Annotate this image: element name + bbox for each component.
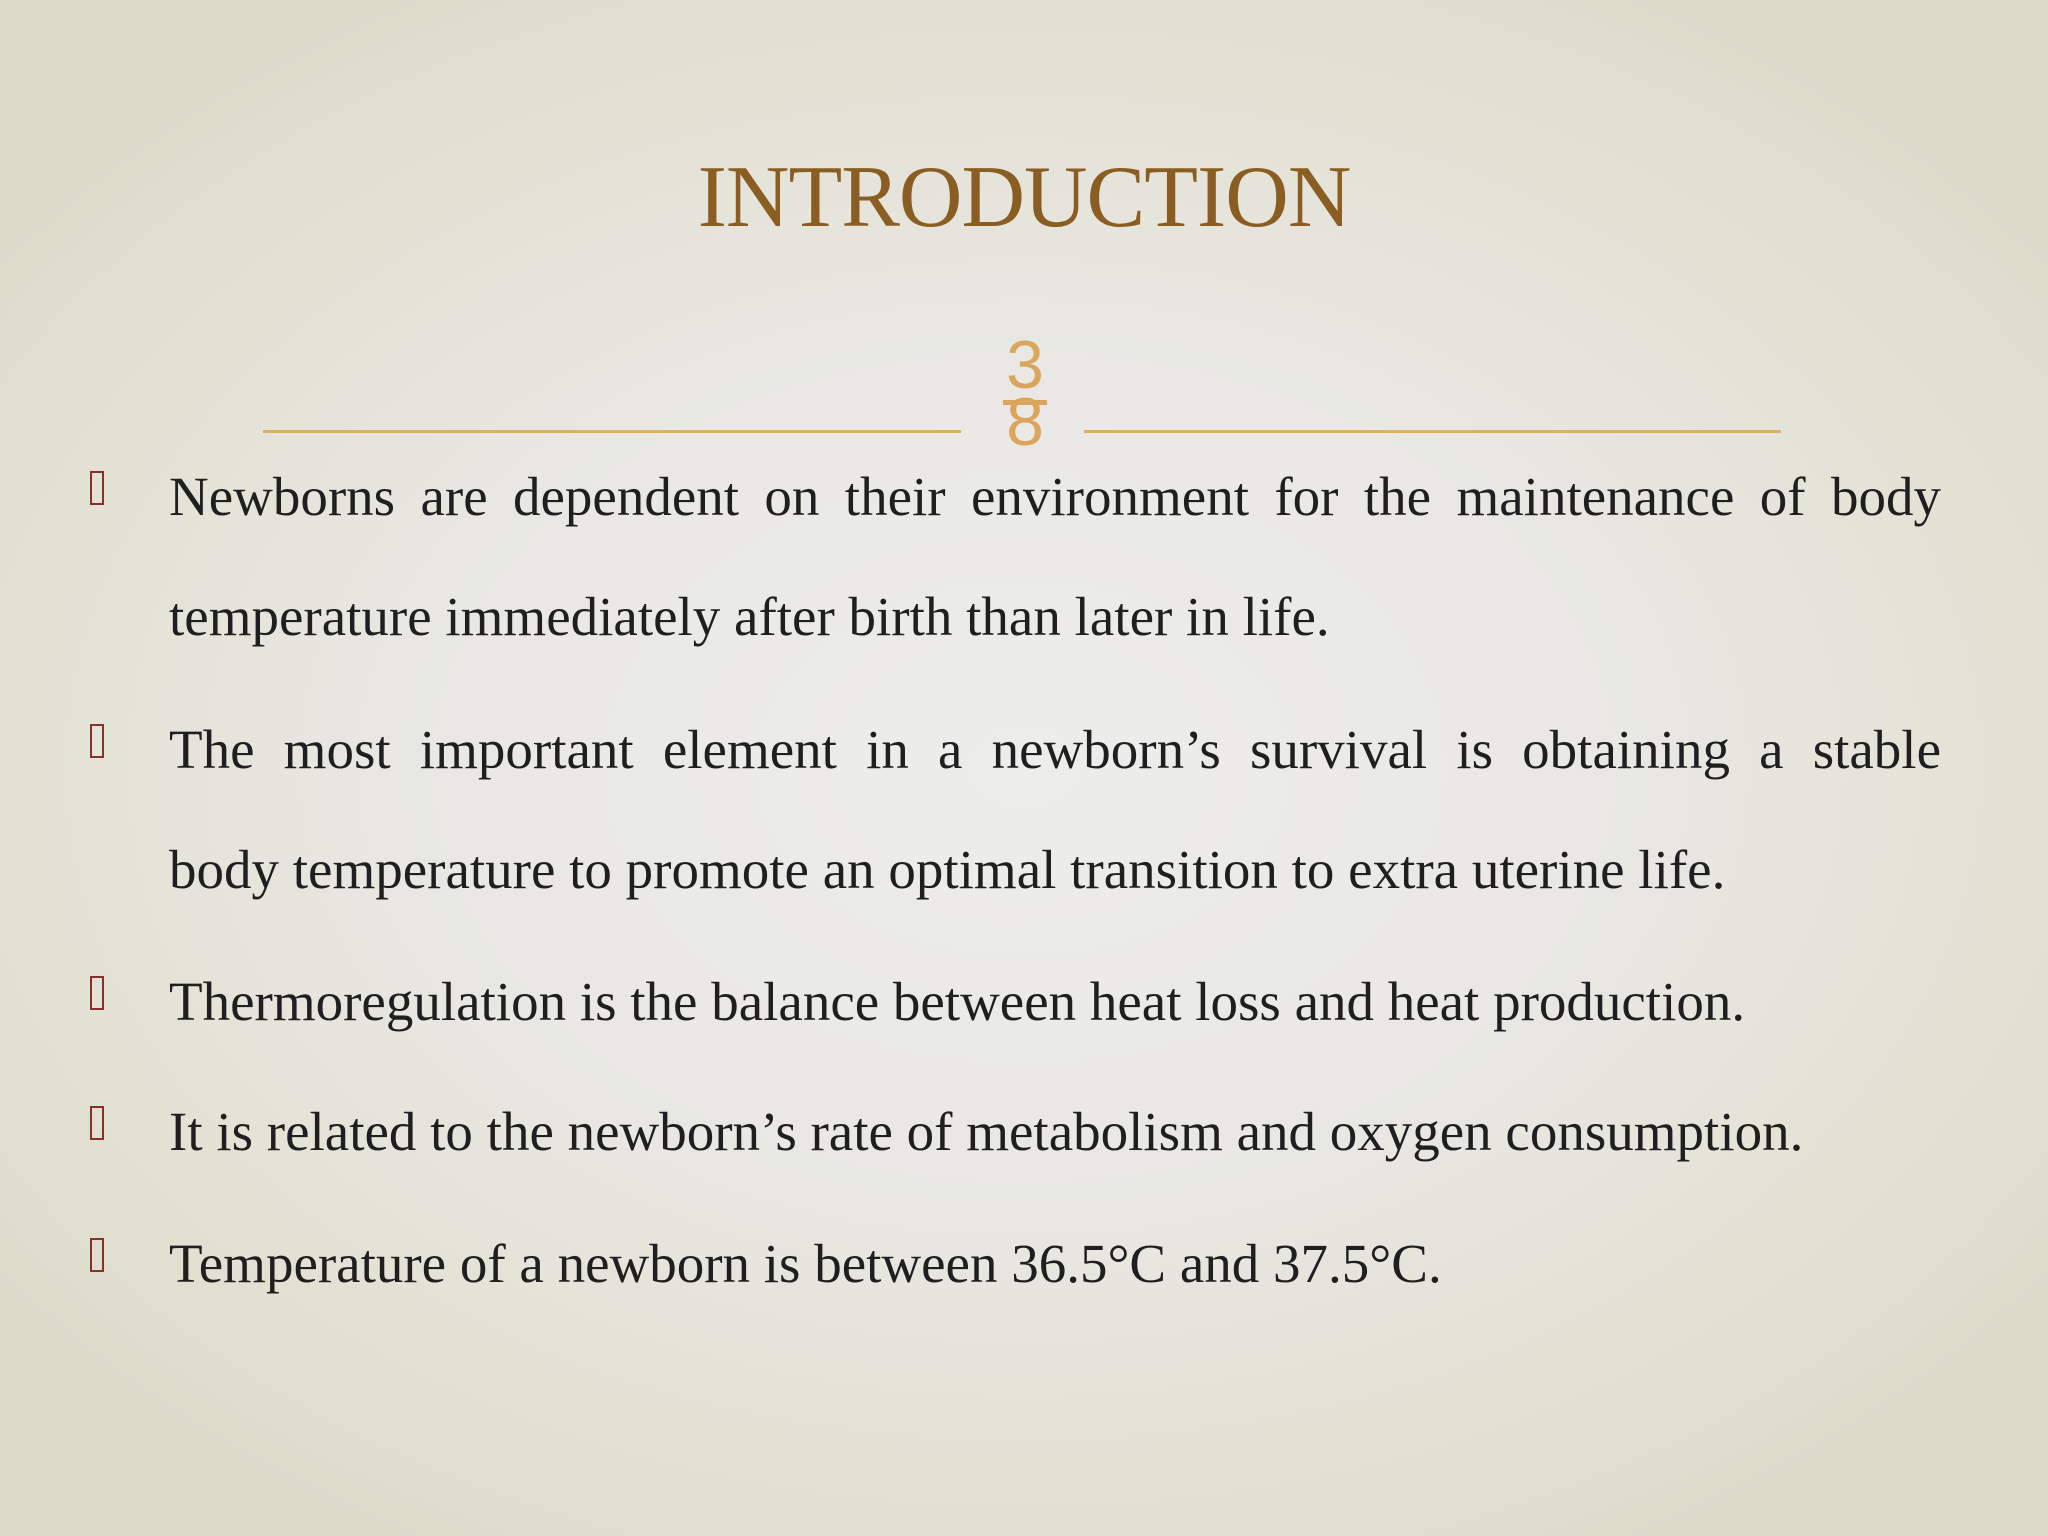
bullet-line: Newborns are dependent on their environment for the maintenance of body (169, 466, 1941, 527)
page-number-top: 3 (1006, 327, 1044, 403)
bullet-line: body temperature to promote an optimal transition to extra uterine life. (169, 839, 1726, 900)
bullet-text (169, 942, 1941, 1062)
bullet-text (169, 1072, 1941, 1192)
bullet-marker-icon (90, 1106, 104, 1140)
bullet-marker-icon (90, 976, 104, 1010)
bullet-text (169, 437, 1941, 677)
bullet-marker-icon (90, 1238, 104, 1272)
bullet-text (169, 690, 1941, 930)
bullet-marker-icon (90, 471, 104, 505)
page-number-bottom: 8 (1006, 384, 1044, 460)
slide-title: INTRODUCTION (697, 149, 1351, 246)
bullet-marker-icon (90, 724, 104, 758)
bullet-line: Thermoregulation is the balance between heat loss and heat production. (169, 971, 1746, 1032)
bullet-line: It is related to the newborn’s rate of metabolism and oxygen consumption. (169, 1101, 1804, 1162)
bullet-line: Temperature of a newborn is between 36.5°C and 37.5°C. (169, 1233, 1442, 1294)
bullet-line: temperature immediately after birth than later in life. (169, 586, 1330, 647)
bullet-line: The most important element in a newborn’s survival is obtaining a stable (169, 719, 1941, 780)
bullet-text (169, 1204, 1941, 1324)
